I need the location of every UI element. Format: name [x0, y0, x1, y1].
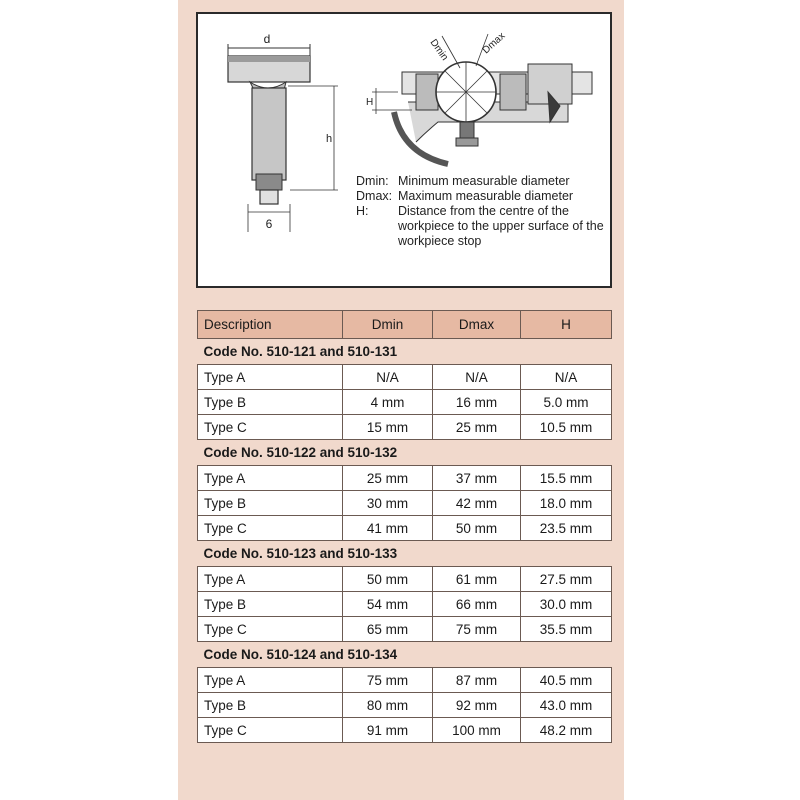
group-code: Code No. 510-122 and 510-132	[198, 440, 612, 466]
cell-type: Type B	[198, 390, 343, 415]
dim-6-label: 6	[265, 217, 273, 231]
dmax-label: Dmax	[480, 30, 508, 57]
header-description: Description	[198, 311, 343, 339]
table-header-row	[198, 311, 612, 339]
table-row	[198, 466, 612, 491]
micrometer-drawing	[372, 34, 592, 164]
cell-h: 43.0 mm	[521, 693, 612, 718]
legend-row-h	[356, 204, 606, 249]
table-row	[198, 617, 612, 642]
specifications-table	[197, 310, 612, 743]
dim-d-label: d	[263, 32, 271, 46]
cell-h: 48.2 mm	[521, 718, 612, 743]
table-row	[198, 365, 612, 390]
table-row	[198, 592, 612, 617]
legend-value: Minimum measurable diameter	[398, 174, 570, 188]
cell-dmax: N/A	[433, 365, 521, 390]
cell-dmax: 25 mm	[433, 415, 521, 440]
cell-h: 40.5 mm	[521, 668, 612, 693]
legend-value: Maximum measurable diameter	[398, 189, 574, 203]
cell-h: 30.0 mm	[521, 592, 612, 617]
table-row	[198, 693, 612, 718]
table-row	[198, 718, 612, 743]
table-row	[198, 415, 612, 440]
table-row	[198, 668, 612, 693]
cell-dmin: 30 mm	[343, 491, 433, 516]
table-row	[198, 567, 612, 592]
cell-type: Type A	[198, 668, 343, 693]
cell-dmin: 80 mm	[343, 693, 433, 718]
cell-h: 27.5 mm	[521, 567, 612, 592]
figure-legend	[356, 174, 606, 249]
table-row	[198, 491, 612, 516]
cell-dmin: N/A	[343, 365, 433, 390]
cell-dmax: 37 mm	[433, 466, 521, 491]
cell-type: Type A	[198, 567, 343, 592]
cell-type: Type A	[198, 365, 343, 390]
cell-type: Type A	[198, 466, 343, 491]
table-row	[198, 390, 612, 415]
group-code: Code No. 510-121 and 510-131	[198, 339, 612, 365]
workpiece-stop-drawing	[228, 44, 338, 232]
cell-h: 35.5 mm	[521, 617, 612, 642]
dim-h-label: h	[326, 133, 333, 145]
header-h: H	[521, 311, 612, 339]
cell-type: Type C	[198, 516, 343, 541]
legend-row-dmin	[356, 174, 606, 189]
header-dmin: Dmin	[343, 311, 433, 339]
cell-dmin: 15 mm	[343, 415, 433, 440]
cell-dmax: 92 mm	[433, 693, 521, 718]
cell-dmax: 50 mm	[433, 516, 521, 541]
group-heading-row	[198, 440, 612, 466]
legend-key: Dmax:	[356, 189, 393, 203]
cell-dmax: 75 mm	[433, 617, 521, 642]
cell-dmax: 42 mm	[433, 491, 521, 516]
cell-dmin: 91 mm	[343, 718, 433, 743]
cell-dmin: 25 mm	[343, 466, 433, 491]
cell-dmax: 66 mm	[433, 592, 521, 617]
cell-dmin: 4 mm	[343, 390, 433, 415]
legend-row-dmax	[356, 189, 606, 204]
cell-type: Type B	[198, 491, 343, 516]
group-heading-row	[198, 339, 612, 365]
cell-type: Type C	[198, 718, 343, 743]
cell-dmin: 65 mm	[343, 617, 433, 642]
cell-h: 5.0 mm	[521, 390, 612, 415]
legend-value: Distance from the centre of the workpiece to the upper surface of the workpiece stop	[398, 204, 604, 248]
cell-h: 15.5 mm	[521, 466, 612, 491]
cell-dmin: 54 mm	[343, 592, 433, 617]
cell-dmin: 41 mm	[343, 516, 433, 541]
group-code: Code No. 510-123 and 510-133	[198, 541, 612, 567]
cell-type: Type C	[198, 617, 343, 642]
legend-key: Dmin:	[356, 174, 389, 188]
cell-dmin: 50 mm	[343, 567, 433, 592]
header-dmax: Dmax	[433, 311, 521, 339]
cell-dmax: 100 mm	[433, 718, 521, 743]
cell-dmax: 61 mm	[433, 567, 521, 592]
h-label: H	[366, 97, 374, 108]
group-code: Code No. 510-124 and 510-134	[198, 642, 612, 668]
table-row	[198, 516, 612, 541]
cell-type: Type B	[198, 592, 343, 617]
cell-h: 10.5 mm	[521, 415, 612, 440]
cell-dmax: 16 mm	[433, 390, 521, 415]
cell-dmax: 87 mm	[433, 668, 521, 693]
cell-dmin: 75 mm	[343, 668, 433, 693]
group-heading-row	[198, 642, 612, 668]
cell-type: Type B	[198, 693, 343, 718]
cell-h: 23.5 mm	[521, 516, 612, 541]
cell-type: Type C	[198, 415, 343, 440]
dmin-label: Dmin	[427, 37, 450, 63]
group-heading-row	[198, 541, 612, 567]
cell-h: N/A	[521, 365, 612, 390]
cell-h: 18.0 mm	[521, 491, 612, 516]
diagram-figure	[196, 12, 612, 288]
legend-key: H:	[356, 204, 369, 218]
